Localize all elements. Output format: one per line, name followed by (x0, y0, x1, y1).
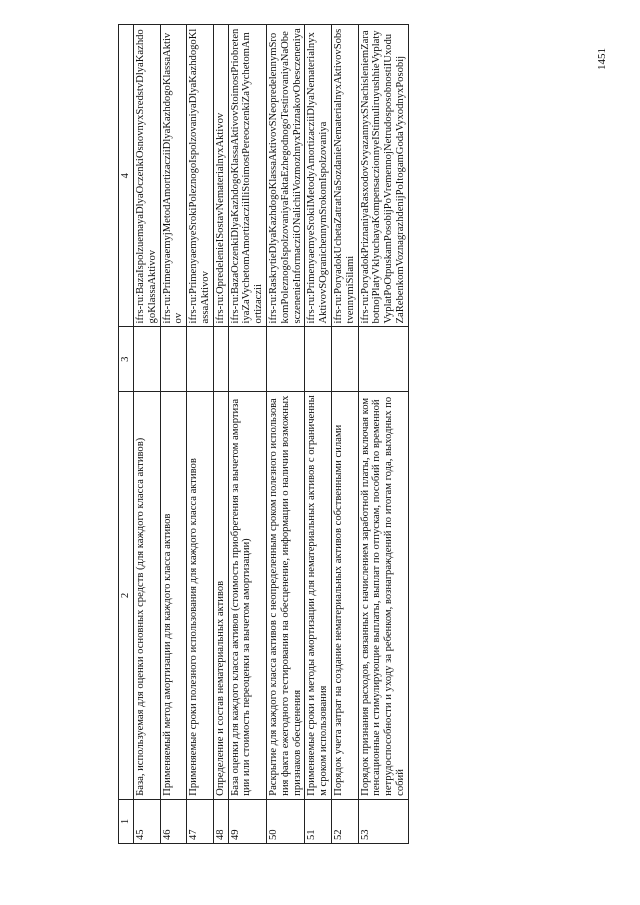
header-col-2: 2 (119, 392, 134, 800)
row-description: Определение и состав нематериальных активов (213, 392, 228, 800)
row-description: Раскрытие для каждого класса активов с неопределенным сроком полезного использования факта ежегодного тестирования на обесценение, информации о наличии возможных признаков обесценения (266, 392, 304, 800)
table-row (305, 25, 332, 844)
row-identifier: ifrs-ru:PoryadokPriznaniyaRasxodovSvyazannyxSNachisleniemZarabotnojPlatyVklyuchayaKompensaczionnyeIStimuliruyushhieVyplatyVyplatPoOtpuskamPosobijPoVremennojNetrudosposobnostiIUxoduZaRebenkomVoznagrazhdenijPoItogamGodaVyxodnyxPosobij (358, 25, 408, 327)
row-col3 (266, 327, 304, 392)
row-description: Применяемый метод амортизации для каждого класса активов (160, 392, 187, 800)
row-identifier: ifrs-ru:PoryadokUchetaZatratNaSozdanieNematerialnyxAktivovSobstvennymiSilami (331, 25, 358, 327)
row-number: 45 (134, 799, 161, 843)
row-number: 50 (266, 799, 304, 843)
row-identifier: ifrs-ru:RaskrytieDlyaKazhdogoKlassaAktivovSNeopredelennymSrokomPoleznogoIspolzovaniyaFaktaEzhegodnogoTestirovaniyaNaObesczenenieInformacziiONalichiiVozmozhnyxPriznakovObesczeneniya (266, 25, 304, 327)
row-description: Порядок учета затрат на создание нематериальных активов собственными силами (331, 392, 358, 800)
table-row (134, 25, 161, 844)
table-row (331, 25, 358, 844)
table-row (160, 25, 187, 844)
row-identifier: ifrs-ru:PrimenyaemyeSrokiPoleznogoIspolzovaniyaDlyaKazhdogoKlassaAktivov (187, 25, 214, 327)
row-identifier: ifrs-ru:PrimenyaemyjMetodAmortizacziiDlyaKazhdogoKlassaAktivov (160, 25, 187, 327)
row-description: Применяемые сроки и методы амортизации для нематериальных активов с ограниченным сроком использования (305, 392, 332, 800)
row-col3 (160, 327, 187, 392)
row-number: 52 (331, 799, 358, 843)
row-number: 46 (160, 799, 187, 843)
row-description: База оценки для каждого класса активов (стоимость приобретения за вычетом амортизации или стоимость переоценки за вычетом амортизации) (228, 392, 266, 800)
rotated-page (118, 24, 600, 844)
row-number: 53 (358, 799, 408, 843)
table-row (213, 25, 228, 844)
row-number: 48 (213, 799, 228, 843)
row-number: 49 (228, 799, 266, 843)
header-col-1: 1 (119, 799, 134, 843)
row-description: Порядок признания расходов, связанных с начислением заработной платы, включая компенсационные и стимулирующие выплаты, выплат по отпускам, пособий по временной нетрудоспособности и уходу за ребенком, вознаграждений по итогам года, выходных пособий (358, 392, 408, 800)
row-description: База, используемая для оценки основных средств (для каждого класса активов) (134, 392, 161, 800)
table-row (266, 25, 304, 844)
table-row (228, 25, 266, 844)
row-identifier: ifrs-ru:PrimenyaemyeSrokiIMetodyAmortizacziiDlyaNematerialnyxAktivovSOgranichennymSrokomIspolzovaniya (305, 25, 332, 327)
header-col-4: 4 (119, 25, 134, 327)
row-col3 (213, 327, 228, 392)
row-col3 (187, 327, 214, 392)
page-number: 1451 (596, 48, 608, 70)
row-identifier: ifrs-ru:BazaOczenkiDlyaKazhdogoKlassaAktivovStoimostPriobreteniyaZaVychetomAmortizacziiIliStoimostPereoczenkiZaVychetomAmortizaczii (228, 25, 266, 327)
row-number: 47 (187, 799, 214, 843)
row-col3 (134, 327, 161, 392)
row-col3 (331, 327, 358, 392)
row-identifier: ifrs-ru:BazaIspolzuemayaDlyaOczenkiOsnovnyxSredstvDlyaKazhdogoKlassaAktivov (134, 25, 161, 327)
header-col-3: 3 (119, 327, 134, 392)
row-description: Применяемые сроки полезного использования для каждого класса активов (187, 392, 214, 800)
row-number: 51 (305, 799, 332, 843)
row-col3 (358, 327, 408, 392)
row-col3 (228, 327, 266, 392)
table-row (187, 25, 214, 844)
data-table (118, 24, 409, 844)
header-row (119, 25, 134, 844)
row-col3 (305, 327, 332, 392)
row-identifier: ifrs-ru:OpredelenieISostavNematerialnyxAktivov (213, 25, 228, 327)
table-row (358, 25, 408, 844)
